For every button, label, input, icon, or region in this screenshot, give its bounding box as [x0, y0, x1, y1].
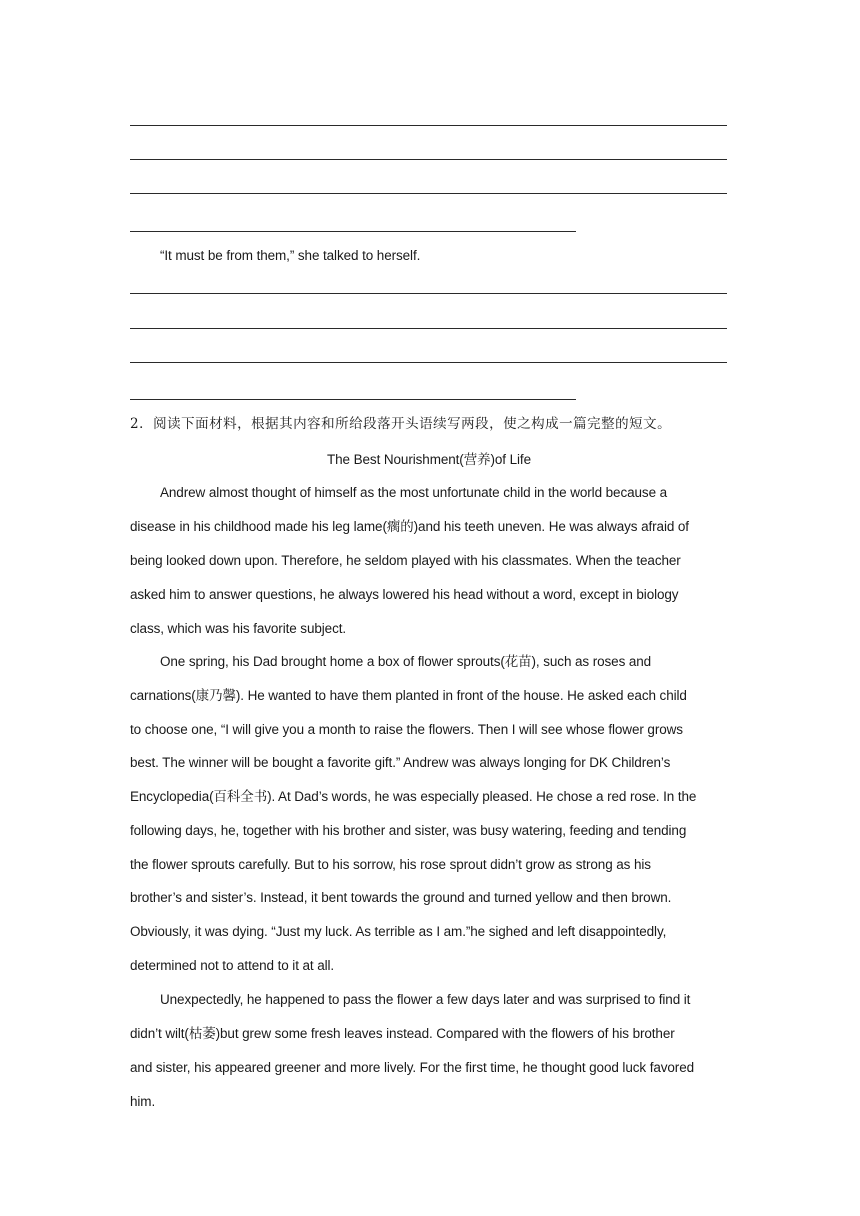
paragraph-2-line: the flower sprouts carefully. But to his sorrow, his rose sprout didn’t grow as strong as his [130, 857, 651, 872]
article-title: The Best Nourishment(营养)of Life [327, 452, 531, 467]
paragraph-2-line: Encyclopedia(百科全书). At Dad’s words, he was especially pleased. He chose a red rose. In the [130, 789, 697, 804]
paragraph-1-line: class, which was his favorite subject. [130, 621, 347, 636]
answer-line-short [130, 399, 576, 400]
paragraph-3-line: didn’t wilt(枯萎)but grew some fresh leaves instead. Compared with the flowers of his brother [130, 1026, 675, 1041]
paragraph-3-line: him. [130, 1094, 156, 1109]
paragraph-3-line: Unexpectedly, he happened to pass the flower a few days later and was surprised to find it [160, 992, 691, 1007]
answer-line-short [130, 231, 576, 232]
paragraph-1-line: Andrew almost thought of himself as the most unfortunate child in the world because a [160, 485, 668, 500]
document-page [130, 0, 728, 1216]
paragraph-2-line: brother’s and sister’s. Instead, it bent towards the ground and turned yellow and then brown. [130, 890, 672, 905]
paragraph-2-line: to choose one, “I will give you a month to raise the flowers. Then I will see whose flower grows [130, 722, 683, 737]
question-number: 2． [130, 416, 154, 432]
paragraph-2-line: carnations(康乃馨). He wanted to have them planted in front of the house. He asked each child [130, 688, 687, 703]
paragraph-2-line: determined not to attend to it at all. [130, 958, 335, 973]
paragraph-2-line: best. The winner will be bought a favorite gift.” Andrew was always longing for DK Children’s [130, 755, 671, 770]
answer-line [130, 293, 727, 294]
paragraph-1-line: being looked down upon. Therefore, he seldom played with his classmates. When the teacher [130, 553, 681, 568]
question-text: 阅读下面材料，根据其内容和所给段落开头语续写两段，使之构成一篇完整的短文。 [153, 416, 672, 432]
answer-line [130, 159, 727, 160]
paragraph-2-line: Obviously, it was dying. “Just my luck. As terrible as I am.”he sighed and left disappointedly, [130, 924, 667, 939]
answer-line [130, 362, 727, 363]
paragraph-2-line: One spring, his Dad brought home a box of flower sprouts(花苗), such as roses and [160, 654, 652, 669]
question-instruction [130, 414, 728, 434]
answer-line [130, 328, 727, 329]
answer-line [130, 125, 727, 126]
answer-line [130, 193, 727, 194]
paragraph-1-line: disease in his childhood made his leg lame(瘸的)and his teeth uneven. He was always afraid of [130, 519, 689, 534]
paragraph-1-line: asked him to answer questions, he always lowered his head without a word, except in biology [130, 587, 679, 602]
paragraph-3-line: and sister, his appeared greener and more lively. For the first time, he thought good luck favored [130, 1060, 695, 1075]
continuation-prompt: “It must be from them,” she talked to herself. [160, 248, 421, 263]
paragraph-2-line: following days, he, together with his brother and sister, was busy watering, feeding and tending [130, 823, 687, 838]
